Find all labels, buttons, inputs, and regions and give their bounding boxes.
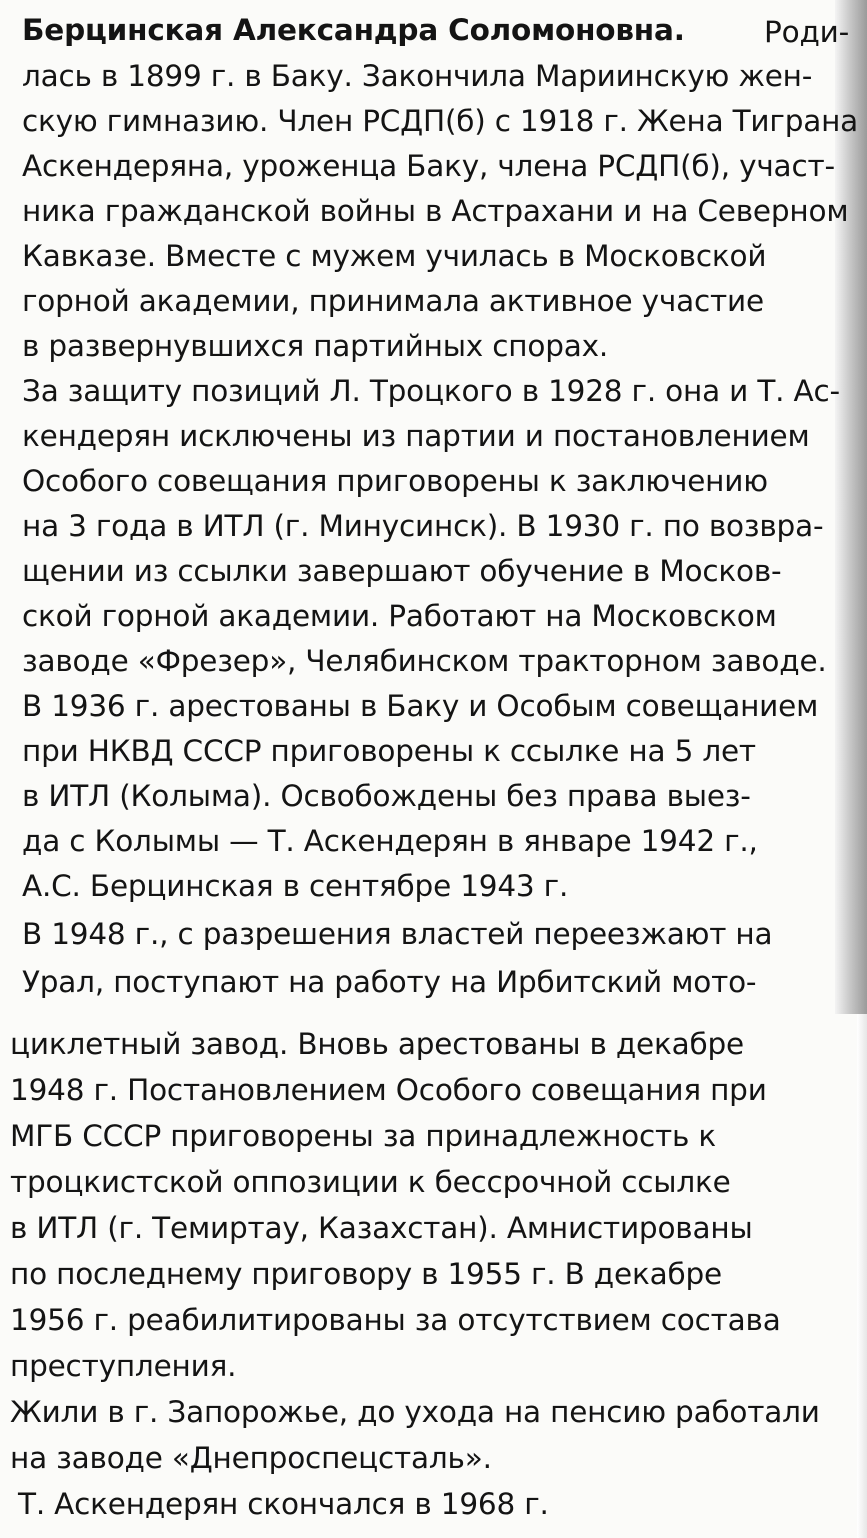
text-line: 1948 г. Постановлением Особого совещания при (10, 1073, 767, 1107)
text-line: За защиту позиций Л. Троцкого в 1928 г. она и Т. Ас- (22, 374, 840, 408)
text-line: на 3 года в ИТЛ (г. Минусинск). В 1930 г. по возвра- (22, 509, 824, 543)
text-line: Кавказе. Вместе с мужем училась в Московской (22, 239, 767, 273)
scan-shadow-edge-lower (857, 1014, 867, 1538)
text-line: В 1936 г. арестованы в Баку и Особым совещанием (22, 689, 819, 723)
text-line: В 1948 г., с разрешения властей переезжают на (22, 917, 773, 951)
text-line: ника гражданской войны в Астрахани и на Северном (22, 194, 849, 228)
text-line: ской горной академии. Работают на Московском (22, 599, 777, 633)
text-line: троцкистской оппозиции к бессрочной ссылке (10, 1165, 731, 1199)
text-line: Жили в г. Запорожье, до ухода на пенсию работали (10, 1395, 820, 1429)
scan-shadow-edge (835, 0, 867, 1014)
text-line: Т. Аскендерян скончался в 1968 г. (18, 1487, 549, 1521)
text-line: Урал, поступают на работу на Ирбитский мото- (22, 965, 757, 999)
text-line: по последнему приговору в 1955 г. В декабре (10, 1257, 722, 1291)
text-line: заводе «Фрезер», Челябинском тракторном заводе. (22, 644, 827, 678)
text-line: да с Колымы — Т. Аскендерян в январе 1942 г., (22, 824, 758, 858)
text-line: циклетный завод. Вновь арестованы в декабре (10, 1027, 744, 1061)
text-line: лась в 1899 г. в Баку. Закончила Мариинскую жен- (22, 59, 813, 93)
text-line: А.С. Берцинская в сентябре 1943 г. (22, 869, 569, 903)
text-line: Аскендеряна, уроженца Баку, члена РСДП(б), участ- (22, 149, 835, 183)
text-line: Роди- (764, 15, 850, 49)
text-line: 1956 г. реабилитированы за отсутствием состава (10, 1303, 781, 1337)
bio-name: Берцинская Александра Соломоновна. (22, 13, 685, 47)
text-line: Особого совещания приговорены к заключению (22, 464, 768, 498)
text-line: горной академии, принимала активное участие (22, 284, 764, 318)
text-line: кендерян исключены из партии и постановлением (22, 419, 810, 453)
text-line: в ИТЛ (г. Темиртау, Казахстан). Амнистированы (10, 1211, 753, 1245)
text-line: МГБ СССР приговорены за принадлежность к (10, 1119, 717, 1153)
text-line: в развернувшихся партийных спорах. (22, 329, 609, 363)
text-line: преступления. (10, 1349, 237, 1383)
text-line: при НКВД СССР приговорены к ссылке на 5 лет (22, 734, 756, 768)
text-line: скую гимназию. Член РСДП(б) с 1918 г. Жена Тиграна (22, 104, 859, 138)
text-line: на заводе «Днепроспецсталь». (10, 1441, 492, 1475)
text-line: щении из ссылки завершают обучение в Москов- (22, 554, 782, 588)
text-line: в ИТЛ (Колыма). Освобождены без права выез- (22, 779, 751, 813)
